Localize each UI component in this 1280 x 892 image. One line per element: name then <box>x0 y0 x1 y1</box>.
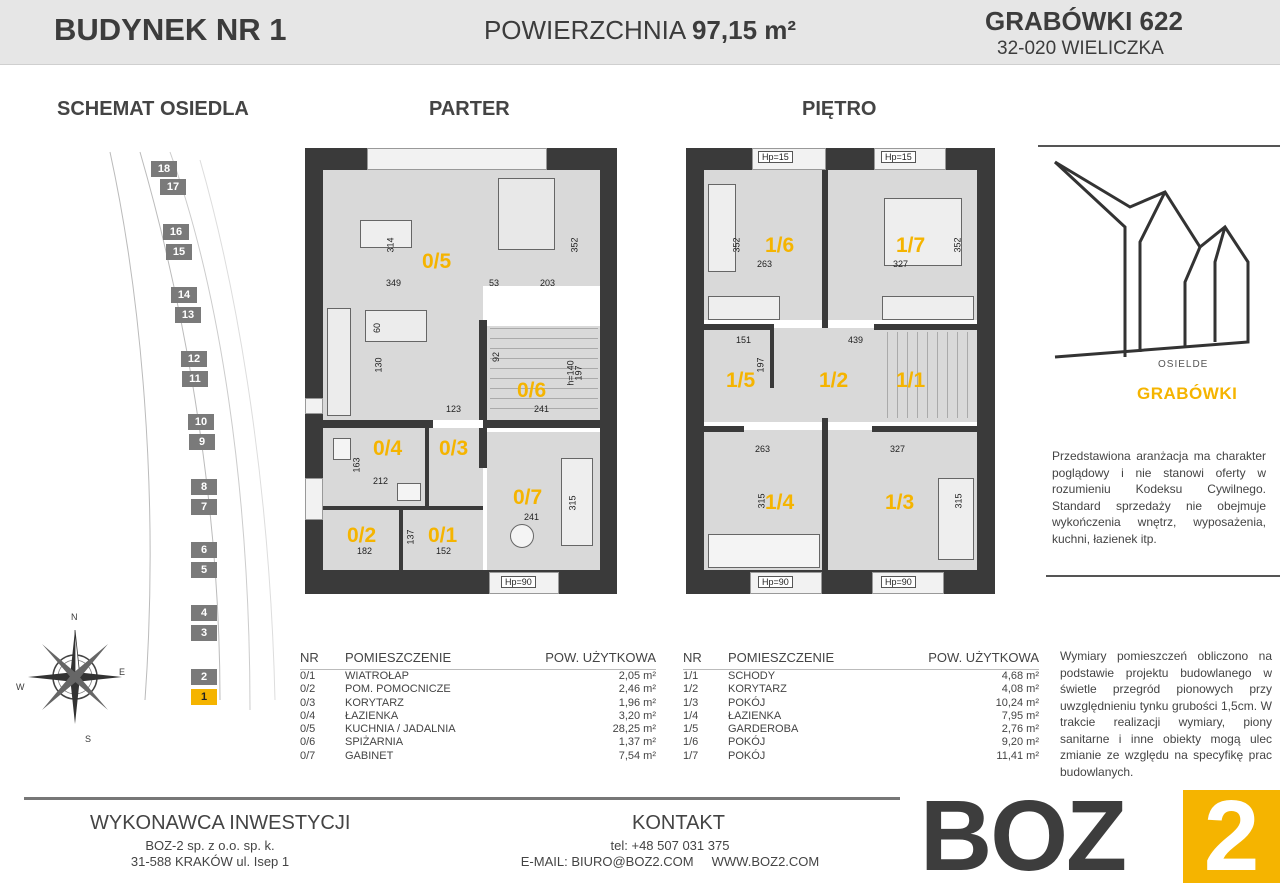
lot-18[interactable]: 18 <box>151 161 177 177</box>
desk <box>938 478 974 560</box>
cell: 0/2 <box>300 683 316 696</box>
dim-label: h=140 <box>565 360 576 386</box>
wall <box>770 328 774 388</box>
first-floor-rooms-table <box>683 650 1039 763</box>
dim-label: 197 <box>755 357 766 373</box>
room-label-0-5: 0/5 <box>422 250 452 273</box>
dim-label: 439 <box>848 335 864 345</box>
wall <box>704 426 744 432</box>
cell: POM. POMOCNICZE <box>345 683 451 696</box>
table-row <box>683 683 1039 696</box>
bed <box>708 184 736 272</box>
cell: GARDEROBA <box>728 723 799 736</box>
col-nr: NR <box>683 650 728 670</box>
wall <box>305 570 617 594</box>
table-row <box>300 697 656 710</box>
compass-icon <box>20 612 130 747</box>
table-row <box>683 670 1039 684</box>
col-area: POW. UŻYTKOWA <box>500 650 656 670</box>
cell: 11,41 m² <box>996 749 1039 762</box>
room-label-1-2: 1/2 <box>819 369 849 392</box>
cell: 4,08 m² <box>1001 683 1039 696</box>
room-label-1-5: 1/5 <box>726 369 756 392</box>
wall <box>822 170 828 328</box>
cell: POKÓJ <box>728 749 766 762</box>
sofa <box>498 178 555 250</box>
cell: 10,24 m² <box>995 696 1039 709</box>
dim-label: 352 <box>731 237 742 253</box>
wall <box>323 420 433 428</box>
table-row <box>300 683 656 696</box>
dim-label: 314 <box>385 237 396 253</box>
table-row <box>683 710 1039 723</box>
wall <box>874 324 977 330</box>
table-row <box>300 736 656 749</box>
compass-e: E <box>119 667 126 677</box>
room-label-0-3: 0/3 <box>439 437 469 460</box>
cell: 1/3 <box>683 696 699 709</box>
contact-title: KONTAKT <box>632 812 725 834</box>
room-label-0-7: 0/7 <box>513 486 543 509</box>
cell: 1/5 <box>683 723 699 736</box>
wall <box>305 148 323 594</box>
cell: 1,37 m² <box>618 736 656 749</box>
lot-10[interactable]: 10 <box>188 414 214 430</box>
window <box>305 398 323 414</box>
dim-label: 60 <box>372 322 383 334</box>
brand-line1: OSIELDE <box>1158 359 1209 370</box>
ground-floor-rooms-table <box>300 650 656 763</box>
dim-label: 151 <box>736 335 752 345</box>
dim-label: 315 <box>953 493 964 509</box>
kitchen-counter <box>327 308 351 416</box>
hp-label: Hp=15 <box>758 151 793 163</box>
wall <box>686 570 995 594</box>
table-row <box>300 710 656 723</box>
cell: WIATROŁAP <box>345 670 409 682</box>
cell: KORYTARZ <box>728 683 787 696</box>
dim-label: 152 <box>436 546 452 556</box>
contact-phone[interactable]: tel: +48 507 031 375 <box>610 838 730 853</box>
col-room: POMIESZCZENIE <box>728 650 880 670</box>
sink <box>397 483 421 501</box>
dim-label: 123 <box>446 404 462 414</box>
table-row <box>683 723 1039 736</box>
contractor-line2: 31-588 KRAKÓW ul. Isep 1 <box>130 854 290 869</box>
lot-15[interactable]: 15 <box>166 244 192 260</box>
dim-label: 327 <box>890 444 906 454</box>
lot-8[interactable]: 8 <box>191 479 217 495</box>
site-plan-title: SCHEMAT OSIEDLA <box>57 98 249 120</box>
hp-label: Hp=90 <box>758 576 793 588</box>
dimensions-note: Wymiary pomieszczeń obliczono na podstawie projektu budowlanego w świetle przegród pionowych przy uwzględnieniu tynku grubości 1,5cm. W trakcie realizacji wymiary, piony sanitarne i inne obiekty mogą ulec zmianie ze względu na specyfikę prac budowlanych. <box>1060 649 1272 779</box>
dim-label: 137 <box>405 529 416 545</box>
dim-label: 197 <box>573 365 584 381</box>
divider <box>1038 145 1280 147</box>
cell: 1/1 <box>683 670 699 682</box>
cell: ŁAZIENKA <box>728 709 782 722</box>
room-label-1-3: 1/3 <box>885 491 915 514</box>
cell: 0/4 <box>300 709 316 722</box>
lot-16[interactable]: 16 <box>163 224 189 240</box>
dim-label: 349 <box>386 278 402 288</box>
lot-9[interactable]: 9 <box>189 434 215 450</box>
lot-13[interactable]: 13 <box>175 307 201 323</box>
cell: 2,05 m² <box>618 670 656 682</box>
lot-2[interactable]: 2 <box>191 669 217 685</box>
lot-3[interactable]: 3 <box>191 625 217 641</box>
compass-rose <box>16 612 130 747</box>
room-label-0-6: 0/6 <box>517 379 547 402</box>
address-title: GRABÓWKI 622 <box>985 6 1183 36</box>
wall <box>483 420 600 428</box>
cell: 3,20 m² <box>618 709 656 722</box>
cell: 0/3 <box>300 696 316 709</box>
divider <box>1046 575 1280 577</box>
wall <box>872 426 977 432</box>
wall <box>686 148 704 594</box>
table-header-row <box>300 650 656 670</box>
window <box>305 478 323 520</box>
cell: KORYTARZ <box>345 696 404 709</box>
dim-label: 327 <box>893 259 909 269</box>
wall <box>704 324 774 330</box>
lot-4[interactable]: 4 <box>191 605 217 621</box>
compass-w: W <box>16 682 25 692</box>
dim-label: 315 <box>756 493 767 509</box>
wall <box>600 148 617 594</box>
hp-label: Hp=15 <box>881 151 916 163</box>
wall <box>479 428 487 468</box>
wardrobe <box>882 296 974 320</box>
dim-label: 263 <box>757 259 773 269</box>
col-room: POMIESZCZENIE <box>345 650 500 670</box>
cell: 4,68 m² <box>1001 670 1039 682</box>
cell: 1/7 <box>683 749 699 762</box>
wardrobe <box>708 296 780 320</box>
cell: 7,95 m² <box>1001 709 1039 722</box>
contractor-title: WYKONAWCA INWESTYCJI <box>90 812 351 834</box>
table-header-row <box>683 650 1039 670</box>
table-row <box>683 697 1039 710</box>
cell: 1,96 m² <box>618 696 656 709</box>
dim-label: 130 <box>373 357 384 373</box>
lot-17[interactable]: 17 <box>160 179 186 195</box>
table-row <box>300 670 656 684</box>
area-label: POWIERZCHNIA <box>483 15 685 45</box>
table-row <box>300 750 656 763</box>
estate-illustration <box>1040 152 1270 367</box>
room-label-1-7: 1/7 <box>896 234 926 257</box>
lot-5[interactable]: 5 <box>191 562 217 578</box>
cell: 1/6 <box>683 736 699 749</box>
dim-label: 241 <box>534 404 550 414</box>
wall <box>977 148 995 594</box>
cell: 1/4 <box>683 709 699 722</box>
wall <box>822 418 828 570</box>
room-label-0-4: 0/4 <box>373 437 403 460</box>
contact-email-web[interactable]: E-MAIL: BIURO@BOZ2.COM WWW.BOZ2.COM <box>520 854 820 869</box>
cell: 2,76 m² <box>1001 723 1039 736</box>
cell: SPIŻARNIA <box>345 736 404 749</box>
cell: 0/5 <box>300 723 316 736</box>
dim-label: 212 <box>373 476 389 486</box>
wall <box>323 506 483 510</box>
bathtub <box>708 534 820 568</box>
cell: ŁAZIENKA <box>345 709 399 722</box>
lot-7[interactable]: 7 <box>191 499 217 515</box>
dim-label: 92 <box>491 351 502 363</box>
dim-label: 263 <box>755 444 771 454</box>
room-label-0-2: 0/2 <box>347 524 377 547</box>
cell: 1/2 <box>683 683 699 696</box>
stairs <box>878 332 974 418</box>
wall <box>399 510 403 570</box>
cell: 0/7 <box>300 749 316 762</box>
cell: 0/1 <box>300 670 316 682</box>
first-floor-title: PIĘTRO <box>802 98 877 120</box>
compass-n: N <box>71 612 78 622</box>
wall <box>686 148 995 170</box>
dim-label: 182 <box>357 546 373 556</box>
cell: 9,20 m² <box>1001 736 1039 749</box>
cell: 7,54 m² <box>618 749 656 762</box>
lot-14[interactable]: 14 <box>171 287 197 303</box>
cell: POKÓJ <box>728 696 766 709</box>
dim-label: 163 <box>351 457 362 473</box>
room-label-1-1: 1/1 <box>896 369 926 392</box>
area-value: 97,15 m² <box>691 15 797 45</box>
compass-s: S <box>85 734 92 744</box>
dim-label: 315 <box>567 495 578 511</box>
lot-1-selected[interactable]: 1 <box>191 689 217 705</box>
room-label-1-6: 1/6 <box>765 234 795 257</box>
building-title: BUDYNEK NR 1 <box>54 12 287 47</box>
hp-label: Hp=90 <box>501 576 536 588</box>
first-floor-plan <box>686 148 995 594</box>
houses-outline-icon <box>1040 152 1270 367</box>
disclaimer-text: Przedstawiona aranżacja ma charakter poglądowy i nie stanowi oferty w rozumieniu Kodeksu Cywilnego. Standard sprzedaży nie obejmuje wykończenia wnętrz, wyposażenia, kuchni, łazienek itp. <box>1052 449 1266 546</box>
room-label-0-1: 0/1 <box>428 524 458 547</box>
company-logo-number: 2 <box>1183 790 1280 883</box>
footer-divider <box>24 797 900 800</box>
dim-label: 241 <box>524 512 540 522</box>
cell: POKÓJ <box>728 736 766 749</box>
window <box>367 148 547 170</box>
dim-label: 203 <box>540 278 556 288</box>
address-city: 32-020 WIELICZKA <box>997 38 1164 59</box>
cell: SCHODY <box>728 670 776 682</box>
cell: KUCHNIA / JADALNIA <box>345 723 456 736</box>
company-logo-text: BOZ <box>920 780 1126 892</box>
toilet <box>333 438 351 460</box>
col-nr: NR <box>300 650 345 670</box>
dim-label: 352 <box>569 237 580 253</box>
col-area: POW. UŻYTKOWA <box>880 650 1039 670</box>
cell: 2,46 m² <box>618 683 656 696</box>
ground-floor-title: PARTER <box>429 98 510 120</box>
cell: 0/6 <box>300 736 316 749</box>
room-label-1-4: 1/4 <box>765 491 795 514</box>
contractor-line1: BOZ-2 sp. z o.o. sp. k. <box>145 838 275 853</box>
dim-label: 53 <box>489 278 500 288</box>
wall <box>479 320 487 420</box>
lot-12[interactable]: 12 <box>181 351 207 367</box>
cell: 28,25 m² <box>612 723 656 736</box>
wall <box>425 428 429 506</box>
dim-label: 352 <box>952 237 963 253</box>
table-row <box>300 723 656 736</box>
ground-floor-plan <box>305 148 617 594</box>
brand-line2: GRABÓWKI <box>1137 384 1238 403</box>
table-row <box>683 736 1039 749</box>
chair <box>510 524 534 548</box>
hp-label: Hp=90 <box>881 576 916 588</box>
table-row <box>683 750 1039 763</box>
lot-11[interactable]: 11 <box>182 371 208 387</box>
cell: GABINET <box>345 749 394 762</box>
lot-6[interactable]: 6 <box>191 542 217 558</box>
